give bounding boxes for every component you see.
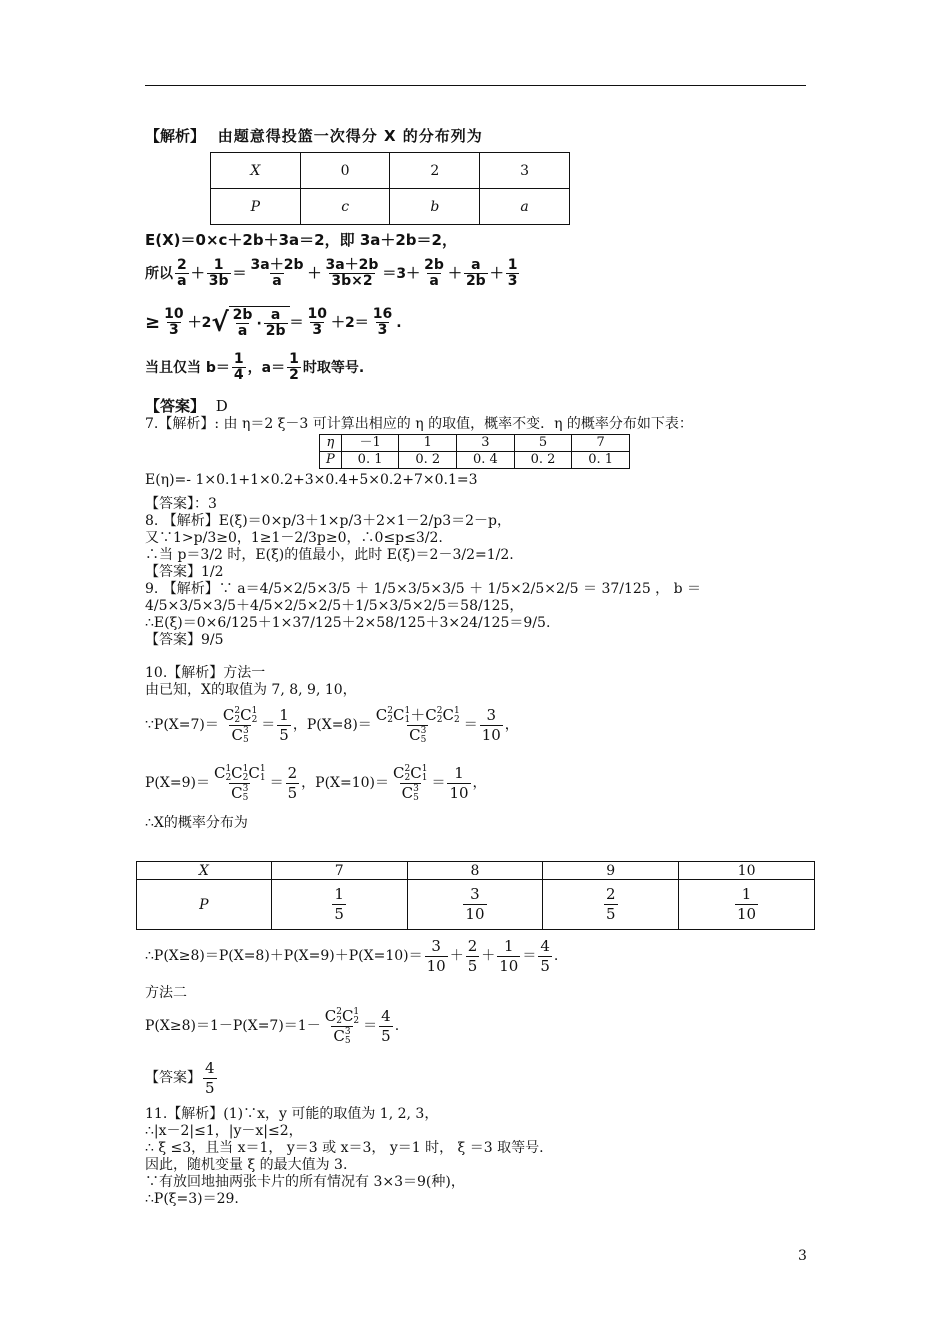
- frac-num: 4: [205, 1058, 215, 1077]
- p7-cell: η: [320, 435, 342, 452]
- p7-expectation: E(η)=- 1×0.1+1×0.2+3×0.4+5×0.2+7×0.1=3: [145, 472, 478, 488]
- frac-den: 5: [381, 1026, 391, 1045]
- sup: 1: [353, 1006, 360, 1017]
- sub: 1: [259, 772, 266, 783]
- frac-den: 3: [507, 273, 518, 289]
- frac-num: 3a＋2b: [325, 257, 379, 273]
- comb-c: C: [333, 1026, 345, 1045]
- p10-text: P(X=10)＝: [315, 775, 390, 791]
- p11-line5: ∵有放回地抽两张卡片的所有情况有 3×3＝9(种)，: [145, 1174, 465, 1190]
- sup: 2: [336, 1006, 342, 1017]
- p6-op: ＝3＋: [382, 265, 421, 282]
- sup: 3: [413, 783, 419, 794]
- p6-op: ·: [256, 315, 262, 332]
- frac-num: 3a＋2b: [250, 257, 304, 273]
- p10-cell: 7: [271, 862, 407, 880]
- sup: 2: [387, 705, 394, 716]
- frac-den: 3: [377, 322, 388, 338]
- p8-line1: 8. 【解析】E(ξ)＝0×p/3＋1×p/3＋2×1－2/p3＝2－p，: [145, 513, 512, 529]
- sub: 5: [420, 734, 427, 745]
- sup: 1: [259, 763, 266, 774]
- frac-den: a: [272, 273, 282, 289]
- p10-distribution-table: [136, 861, 815, 930]
- p6-cell: a: [480, 189, 570, 225]
- p10-method2: 方法二: [145, 985, 187, 1001]
- p6-op: ＋: [190, 265, 205, 282]
- frac-den: 2: [289, 367, 299, 383]
- p10-text: P(X=9)＝: [145, 775, 210, 791]
- answer-tag: 【答案】: [145, 1070, 201, 1086]
- frac-num: 1: [504, 936, 514, 955]
- frac-num: 1: [289, 351, 299, 367]
- frac-den: 10: [499, 956, 519, 975]
- frac-den: 4: [233, 367, 244, 383]
- sup: 1: [421, 763, 428, 774]
- p6-line1: E(X)＝0×c＋2b＋3a＝2，即 3a＋2b＝2，: [145, 231, 457, 249]
- p7-cell: －1: [341, 435, 399, 452]
- sup: 1: [404, 705, 411, 716]
- sup: 3: [420, 725, 427, 736]
- radical-sign: √: [211, 307, 229, 338]
- p8-answer: 【答案】1/2: [145, 564, 224, 580]
- p10-text: P(X≥8)＝1－P(X=7)＝1－: [145, 1018, 321, 1034]
- p6-text: 当且仅当 b＝: [145, 359, 230, 376]
- p10-cell: P: [137, 880, 272, 930]
- frac-den: 3b×2: [331, 273, 373, 289]
- p8-line3: ∴当 p＝3/2 时，E(ξ)的值最小，此时 E(ξ)＝2－3/2=1/2.: [145, 547, 514, 563]
- sub: 2: [234, 714, 241, 725]
- sqrt-expression: [211, 306, 289, 339]
- p7-cell: 0. 1: [572, 452, 630, 469]
- frac-num: 3: [431, 936, 441, 955]
- p10-cell: [271, 880, 407, 930]
- p10-line2: 由已知，X的取值为 7, 8, 9, 10，: [145, 682, 357, 698]
- comb-c: C: [409, 725, 421, 744]
- p10-op: ＝: [261, 717, 276, 733]
- p10-text: ∴P(X≥8)＝P(X=8)＋P(X=9)＋P(X=10)＝: [145, 948, 423, 964]
- p6-text: ，a＝: [247, 359, 286, 376]
- p10-line1: 10.【解析】方法一: [145, 665, 266, 681]
- comb-c: C: [213, 763, 226, 782]
- frac-num: 2: [287, 763, 298, 782]
- frac-den: 5: [205, 1078, 215, 1097]
- frac-den: 10: [449, 783, 469, 802]
- p6-text: 所以: [145, 265, 173, 282]
- p6-cell: 2: [390, 153, 480, 189]
- p6-line2: [145, 258, 521, 289]
- frac-num: 1: [741, 885, 752, 903]
- p11-line6: ∴P(ξ=3)＝29.: [145, 1191, 239, 1207]
- p6-line4: [145, 352, 364, 383]
- frac-num: 3: [470, 885, 480, 903]
- p10-cell: [407, 880, 543, 930]
- p10-op: ，: [504, 717, 519, 733]
- sup: 2: [404, 763, 411, 774]
- frac-num: 4: [381, 1006, 391, 1025]
- p10-eq-row2: [145, 758, 487, 808]
- sub: 1: [404, 714, 411, 725]
- p7-cell: 3: [457, 435, 515, 452]
- frac-num: 16: [372, 306, 393, 322]
- p7-cell: 0. 2: [514, 452, 572, 469]
- p10-op: .: [394, 1018, 400, 1034]
- p10-op: ，: [472, 775, 487, 791]
- p6-cell: P: [211, 189, 301, 225]
- frac-num: 1: [334, 885, 344, 903]
- p6-op: ≥: [145, 311, 161, 333]
- p10-op: ＝: [522, 948, 537, 964]
- sup: 3: [242, 725, 249, 736]
- p10-text: ∵P(X=7)＝: [145, 717, 219, 733]
- p10-ge8: [145, 933, 558, 979]
- sub: 2: [242, 772, 249, 783]
- header-rule: [145, 85, 806, 86]
- sub: 5: [413, 792, 419, 803]
- p6-cell: c: [300, 189, 390, 225]
- comb-c: C: [425, 705, 437, 724]
- comb-c: C: [393, 705, 405, 724]
- frac-den: 10: [481, 725, 501, 744]
- frac-num: 10: [307, 306, 328, 322]
- p10-answer: [145, 1056, 219, 1100]
- frac-den: a: [177, 273, 187, 289]
- p10-m2-eq: [145, 1003, 399, 1049]
- p10-cell: 8: [407, 862, 543, 880]
- sup: 1: [225, 763, 232, 774]
- p6-lead: [145, 128, 483, 144]
- frac-den: 5: [287, 783, 298, 802]
- sub: 2: [436, 714, 443, 725]
- p10-dist-label: ∴X的概率分布为: [145, 815, 248, 831]
- frac-den: 5: [279, 725, 289, 744]
- frac-num: 2b: [232, 307, 253, 323]
- sub: 2: [251, 714, 258, 725]
- sup: 2: [436, 705, 443, 716]
- p7-cell: 0. 1: [341, 452, 399, 469]
- frac-num: 2: [605, 885, 616, 903]
- frac-den: 3: [168, 322, 179, 338]
- answer-value: D: [215, 397, 228, 415]
- p10-op: ＝: [431, 775, 446, 791]
- frac-den: a: [429, 273, 439, 289]
- p6-lead-text: 由题意得投篮一次得分 X 的分布列为: [217, 127, 483, 145]
- p6-op: ＋: [489, 265, 504, 282]
- p10-cell: X: [137, 862, 272, 880]
- p6-op: ＋: [307, 265, 322, 282]
- p10-cell: [679, 880, 815, 930]
- p7-cell: 5: [514, 435, 572, 452]
- p6-op: .: [396, 314, 402, 331]
- sub: 2: [353, 1015, 360, 1026]
- frac-num: 1: [507, 257, 518, 273]
- sub: 2: [453, 714, 460, 725]
- p7-cell: 0. 4: [457, 452, 515, 469]
- sub: 2: [225, 772, 232, 783]
- p6-cell: 3: [480, 153, 570, 189]
- frac-den: 3: [312, 322, 323, 338]
- frac-den: 2b: [465, 273, 486, 289]
- frac-num: 4: [540, 936, 550, 955]
- sup: 3: [242, 783, 249, 794]
- p9-line2: 4/5×3/5×3/5＋4/5×2/5×2/5＋1/5×3/5×2/5＝58/125，: [145, 598, 524, 614]
- p7-cell: 1: [399, 435, 457, 452]
- frac-den: a: [237, 323, 248, 339]
- frac-num: a: [270, 307, 281, 323]
- p10-op: ＋: [410, 705, 426, 724]
- p10-cell: [543, 880, 679, 930]
- p6-cell: X: [211, 153, 301, 189]
- sub: 5: [242, 792, 249, 803]
- frac-num: 2b: [424, 257, 444, 273]
- p6-op: ＝: [289, 314, 304, 331]
- comb-c: C: [231, 783, 243, 802]
- frac-num: 10: [164, 306, 184, 322]
- p10-op: ＝: [463, 717, 478, 733]
- comb-c: C: [442, 705, 454, 724]
- p6-cell: 0: [300, 153, 390, 189]
- p10-eq-row1: [145, 700, 519, 750]
- p11-line4: 因此，随机变量 ξ 的最大值为 3.: [145, 1157, 348, 1173]
- p6-line3: [145, 306, 402, 339]
- p10-op: ＝: [363, 1018, 378, 1034]
- sub: 2: [336, 1015, 342, 1026]
- p7-cell: P: [320, 452, 342, 469]
- comb-c: C: [401, 783, 414, 802]
- p7-cell: 0. 2: [399, 452, 457, 469]
- p6-distribution-table: [210, 152, 570, 225]
- frac-num: 1: [454, 763, 464, 782]
- p6-op: ＋: [447, 265, 462, 282]
- p7-line: 7.【解析】: 由 η＝2 ξ－3 可计算出相应的 η 的取值，概率不变．η 的概率分布如下表：: [145, 416, 693, 432]
- p6-cell: b: [390, 189, 480, 225]
- p9-line1: 9. 【解析】∵ a＝4/5×2/5×3/5 ＋ 1/5×3/5×3/5 ＋ 1/5×2/5×2/5 ＝ 37/125 ， b ＝: [145, 581, 702, 597]
- frac-num: 1: [279, 705, 289, 724]
- frac-den: 10: [737, 905, 757, 923]
- p6-answer: [145, 398, 228, 414]
- p10-op: ＋: [449, 948, 464, 964]
- frac-den: 3b: [208, 273, 229, 289]
- sub: 2: [387, 714, 394, 725]
- frac-num: 1: [213, 257, 224, 273]
- sup: 1: [453, 705, 460, 716]
- frac-den: 5: [467, 956, 478, 975]
- answer-tag: 【答案】: [145, 397, 206, 415]
- comb-c: C: [393, 763, 405, 782]
- frac-num: 3: [486, 705, 496, 724]
- sup: 3: [344, 1026, 351, 1037]
- frac-den: 5: [605, 905, 616, 923]
- p10-op: ＝: [269, 775, 284, 791]
- comb-c: C: [324, 1006, 337, 1025]
- p11-line3: ∴ ξ ≤3，且当 x＝1， y＝3 或 x＝3， y＝1 时， ξ ＝3 取等号.: [145, 1140, 544, 1156]
- comb-c: C: [240, 705, 252, 724]
- p10-op: .: [553, 948, 559, 964]
- comb-c: C: [375, 705, 388, 724]
- p7-answer: 【答案】：3: [145, 496, 217, 512]
- p11-line1: 11.【解析】(1)∵x，y 可能的取值为 1, 2, 3，: [145, 1106, 439, 1122]
- p6-text: 时取等号.: [302, 359, 365, 376]
- sup: 2: [234, 705, 241, 716]
- p11-line2: ∴|x－2|≤1，|y－x|≤2，: [145, 1123, 303, 1139]
- sub: 5: [344, 1035, 351, 1046]
- frac-num: a: [471, 257, 481, 273]
- comb-c: C: [410, 763, 422, 782]
- frac-den: 2b: [265, 323, 286, 339]
- p6-lead-tag: 【解析】: [145, 127, 206, 145]
- p10-text: P(X=8)＝: [306, 717, 372, 733]
- frac-num: 1: [233, 351, 244, 367]
- comb-c: C: [341, 1006, 354, 1025]
- p6-op: ＋2: [187, 314, 212, 331]
- comb-c: C: [231, 725, 243, 744]
- p7-cell: 7: [572, 435, 630, 452]
- p8-line2: 又∵1>p/3≥0，1≥1－2/3p≥0，∴0≤p≤3/2.: [145, 530, 443, 546]
- p7-distribution-table: [319, 434, 630, 469]
- p10-op: ，: [292, 717, 307, 733]
- p10-op: ＋: [481, 948, 496, 964]
- p6-op: ＋2＝: [331, 314, 369, 331]
- sup: 1: [242, 763, 249, 774]
- frac-den: 5: [334, 905, 344, 923]
- sub: 2: [404, 772, 411, 783]
- p9-answer: 【答案】9/5: [145, 632, 224, 648]
- frac-num: 2: [467, 936, 478, 955]
- sub: 1: [421, 772, 428, 783]
- comb-c: C: [248, 763, 260, 782]
- frac-num: 2: [177, 257, 187, 273]
- p9-line3: ∴E(ξ)＝0×6/125＋1×37/125＋2×58/125＋3×24/125＝9/5.: [145, 615, 551, 631]
- p10-cell: 10: [679, 862, 815, 880]
- page-number: 3: [798, 1248, 807, 1264]
- frac-den: 10: [465, 905, 485, 923]
- p10-op: ，: [301, 775, 316, 791]
- p10-cell: 9: [543, 862, 679, 880]
- comb-c: C: [231, 763, 243, 782]
- comb-c: C: [222, 705, 235, 724]
- sup: 1: [251, 705, 258, 716]
- frac-den: 5: [540, 956, 550, 975]
- p6-op: ＝: [232, 265, 247, 282]
- sub: 5: [242, 734, 249, 745]
- frac-den: 10: [426, 956, 446, 975]
